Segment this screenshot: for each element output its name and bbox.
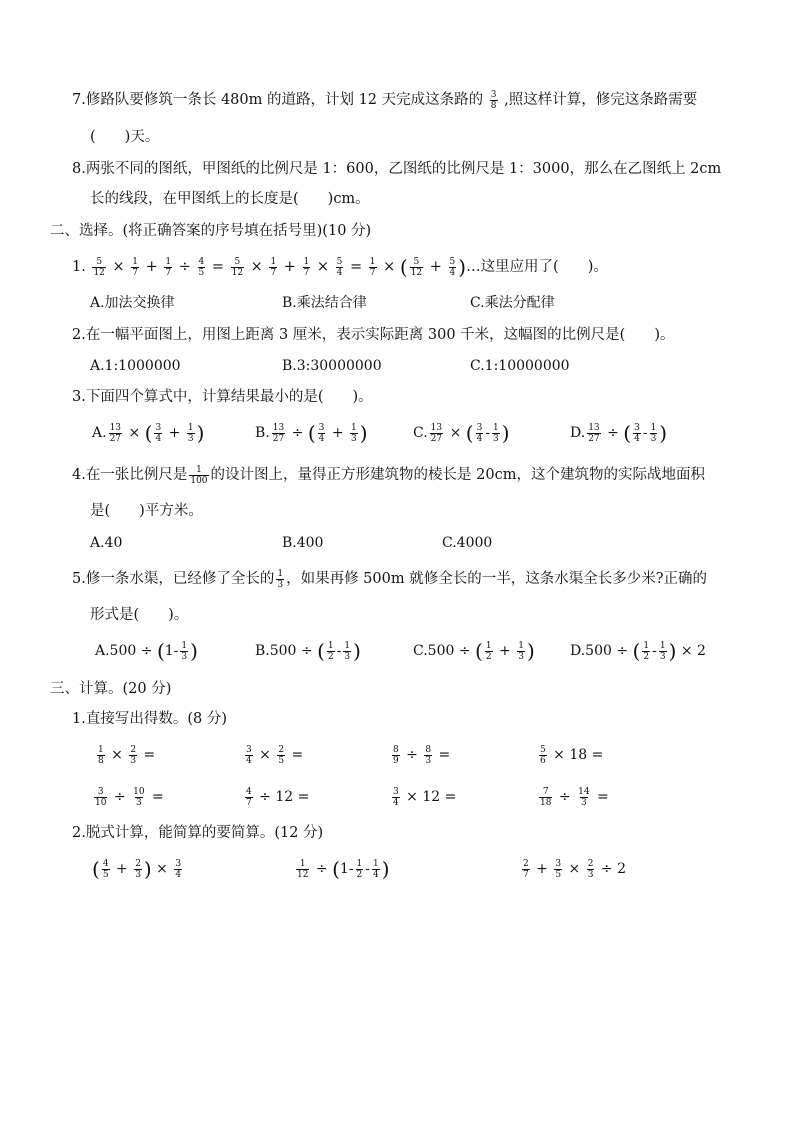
choice-4-question: 4.在一张比例尺是 $\frac{1}{100}$ 的设计图上，量得正方形建筑物的棱长是 20cm，这个建筑物的实际战地面积 [72, 464, 705, 486]
choice-3-option-b: B. $\frac{13}{27}$ ÷ ( $\frac{3}{4}$ + $\frac{1}{3}$ ) [255, 421, 368, 445]
q7-line2: ( )天。 [90, 129, 160, 145]
choice-5-option-c: C.500 ÷ ( $\frac{1}{2}$ + $\frac{1}{3}$ ) [413, 639, 535, 663]
step-calc-1: ( $\frac{4}{5}$ + $\frac{2}{3}$ ) × $\frac{3}{4}$ [92, 857, 182, 881]
calc-1-1: $\frac{1}{8}$ × $\frac{2}{3}$ = [98, 744, 156, 766]
choice-3-question: 3.下面四个算式中，计算结果最小的是( )。 [72, 389, 373, 405]
choice-4-option-b: B.400 [282, 535, 324, 551]
choice-5-question: 5.修一条水渠，已经修了全长的 $\frac{1}{3}$ ，如果再修 500m 就修全长的一半，这条水渠全长多少米?正确的 [72, 568, 707, 590]
choice-2-option-b: B.3:30000000 [282, 358, 382, 374]
choice-1-question: 1. $\frac{5}{12}$ × $\frac{1}{7}$ + $\frac{1}{7}$ ÷ $\frac{4}{5}$ = $\frac{5}{12}$ × $\frac{1}{7}$ + $\frac{1}{7}$ × $\frac{5}{4}$ = $\frac{1}{7}$ × ( $\frac{5}{12}$ + $\frac{5}{4}$ )…这里应用了( )。 [72, 255, 608, 279]
choice-5-line2: 形式是( )。 [90, 607, 189, 623]
choice-5-option-d: D.500 ÷ ( $\frac{1}{2}$ - $\frac{1}{3}$ ) × 2 [570, 639, 706, 663]
choice-2-question: 2.在一幅平面图上，用图上距离 3 厘米，表示实际距离 300 千米，这幅图的比例尺是( )。 [72, 327, 675, 343]
calc-1-2: $\frac{3}{4}$ × $\frac{2}{5}$ = [246, 744, 304, 766]
choice-1-option-a: A.加法交换律 [90, 295, 175, 311]
calc-1-4: $\frac{5}{6}$ × 18 = [540, 744, 604, 766]
q7-text-2: ,照这样计算，修完这条路需要 [504, 92, 698, 108]
calc-2-3: $\frac{3}{4}$ × 12 = [393, 786, 457, 808]
choice-3-option-c: C. $\frac{13}{27}$ × ( $\frac{3}{4}$ - $\frac{1}{3}$ ) [413, 421, 510, 445]
part-1-title: 1.直接写出得数。(8 分) [72, 711, 227, 727]
choice-4-option-a: A.40 [90, 535, 123, 551]
choice-5-option-b: B.500 ÷ ( $\frac{1}{2}$ - $\frac{1}{3}$ ) [255, 639, 361, 663]
choice-5-option-a: A.500 ÷ (1- $\frac{1}{3}$ ) [95, 639, 198, 663]
calc-2-2: $\frac{4}{7}$ ÷ 12 = [246, 786, 310, 808]
q7-text: 7.修路队要修筑一条长 480m 的道路，计划 12 天完成这条路的 [72, 92, 484, 108]
q8-line1: 8.两张不同的图纸，甲图纸的比例尺是 1：600，乙图纸的比例尺是 1：3000，那么在乙图纸上 2cm [72, 161, 722, 177]
calc-1-3: $\frac{8}{9}$ ÷ $\frac{8}{3}$ = [393, 744, 451, 766]
section-3-title: 三、计算。(20 分) [50, 681, 172, 697]
calc-2-4: $\frac{7}{18}$ ÷ $\frac{14}{3}$ = [540, 786, 609, 808]
choice-1-option-b: B.乘法结合律 [282, 295, 367, 311]
section-2-title: 二、选择。(将正确答案的序号填在括号里)(10 分) [50, 223, 372, 239]
q8-line2: 长的线段，在甲图纸上的长度是( )cm。 [90, 191, 370, 207]
part-2-title: 2.脱式计算，能简算的要简算。(12 分) [72, 825, 324, 841]
choice-2-option-a: A.1:1000000 [90, 358, 181, 374]
calc-2-1: $\frac{3}{10}$ ÷ $\frac{10}{3}$ = [95, 786, 164, 808]
choice-4-option-c: C.4000 [442, 535, 493, 551]
step-calc-2: $\frac{1}{12}$ ÷ (1- $\frac{1}{2}$ - $\frac{1}{4}$ ) [297, 857, 390, 881]
choice-4-line2: 是( )平方米。 [90, 503, 203, 519]
q7-fraction: $\frac{3}{8}$ [490, 89, 497, 111]
choice-1-option-c: C.乘法分配律 [470, 295, 555, 311]
q7-line1 [72, 89, 697, 111]
step-calc-3: $\frac{2}{7}$ + $\frac{3}{5}$ × $\frac{2}{3}$ ÷ 2 [523, 858, 627, 880]
choice-3-option-d: D. $\frac{13}{27}$ ÷ ( $\frac{3}{4}$ - $\frac{1}{3}$ ) [570, 421, 668, 445]
choice-3-option-a: A. $\frac{13}{27}$ × ( $\frac{3}{4}$ + $\frac{1}{3}$ ) [92, 421, 205, 445]
choice-2-option-c: C.1:10000000 [470, 358, 570, 374]
